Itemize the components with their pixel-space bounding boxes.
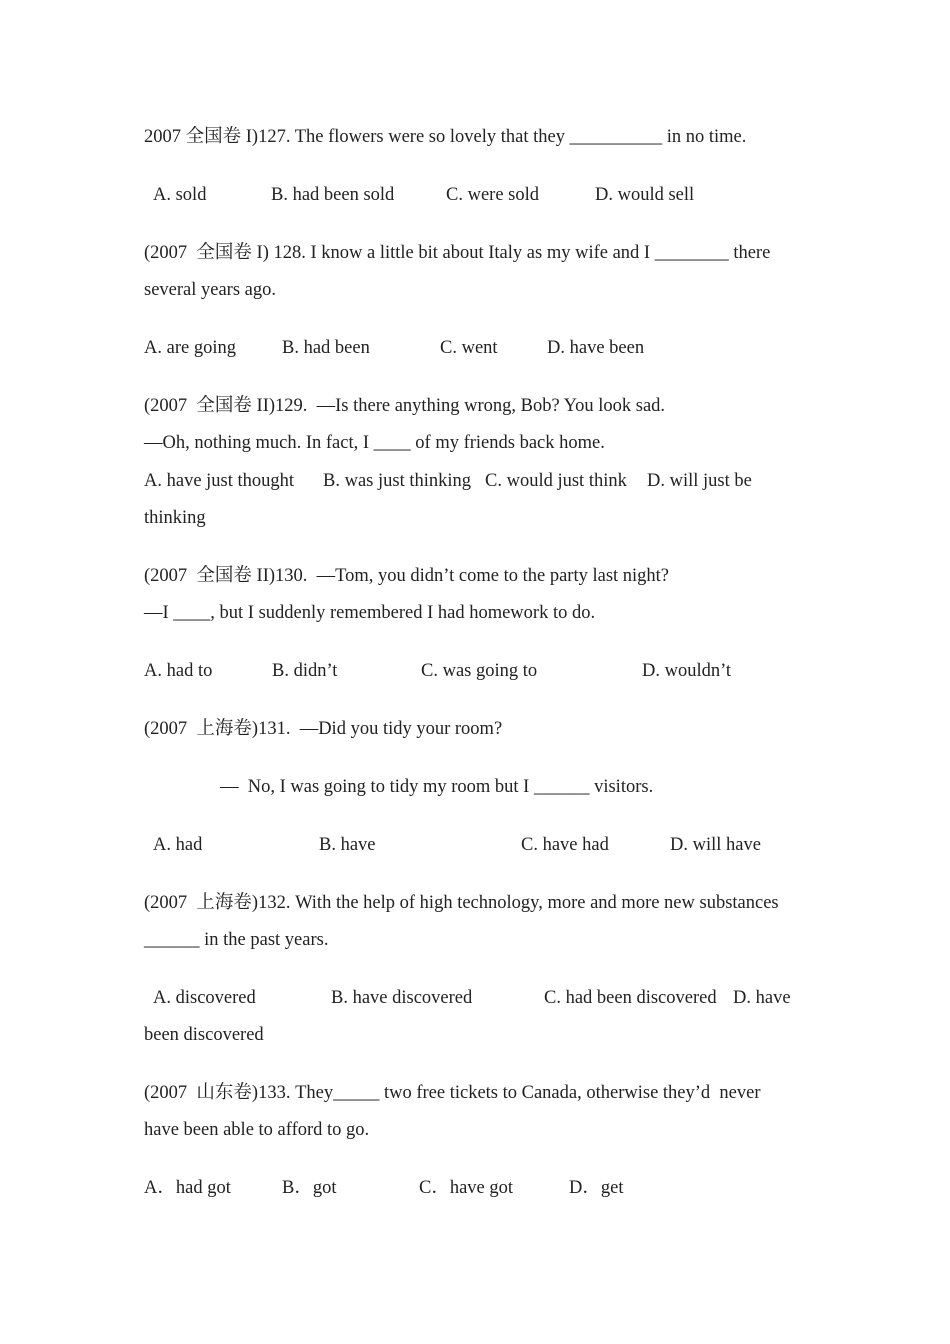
question-128-option-a: A. are going xyxy=(144,338,236,358)
question-132-stem-line2: ______ in the past years. xyxy=(144,930,329,950)
question-130-option-a: A. had to xyxy=(144,661,213,681)
question-130-option-b: B. didn’t xyxy=(272,661,338,681)
question-133-option-a: A．had got xyxy=(144,1178,231,1198)
question-131-option-b: B. have xyxy=(319,835,376,855)
question-133-stem-line1: (2007 山东卷)133. They_____ two free tickets to Canada, otherwise they’d never xyxy=(144,1083,761,1103)
question-132-stem-line1: (2007 上海卷)132. With the help of high technology, more and more new substances xyxy=(144,893,779,913)
question-129-stem-line1: (2007 全国卷 II)129. —Is there anything wrong, Bob? You look sad. xyxy=(144,396,666,416)
question-130-option-d: D. wouldn’t xyxy=(642,661,732,681)
question-133-option-c: C．have got xyxy=(419,1178,514,1198)
question-129-option-a: A. have just thought xyxy=(144,471,295,491)
question-131-option-d: D. will have xyxy=(670,835,761,855)
question-128-stem-line1: (2007 全国卷 I) 128. I know a little bit about Italy as my wife and I ________ there xyxy=(144,243,771,263)
question-130-stem-line1: (2007 全国卷 II)130. —Tom, you didn’t come to the party last night? xyxy=(144,566,670,586)
question-127-option-c: C. were sold xyxy=(446,185,539,205)
question-129-option-d: D. will just be xyxy=(647,471,752,491)
question-131-stem-line1: (2007 上海卷)131. —Did you tidy your room? xyxy=(144,719,503,739)
question-127-option-b: B. had been sold xyxy=(271,185,395,205)
question-129-stem-line2: —Oh, nothing much. In fact, I ____ of my friends back home. xyxy=(144,433,605,453)
question-131-option-a: A. had xyxy=(153,835,203,855)
question-127-stem: 2007 全国卷 I)127. The flowers were so lovely that they __________ in no time. xyxy=(144,127,747,147)
question-132-option-a: A. discovered xyxy=(153,988,256,1008)
question-132-option-d: D. have xyxy=(733,988,791,1008)
question-131-option-c: C. have had xyxy=(521,835,609,855)
question-128-option-b: B. had been xyxy=(282,338,370,358)
question-132-option-c: C. had been discovered xyxy=(544,988,717,1008)
question-127-option-d: D. would sell xyxy=(595,185,695,205)
question-129-option-c: C. would just think xyxy=(485,471,627,491)
question-133-option-b: B．got xyxy=(282,1178,337,1198)
question-132-option-d-continued: been discovered xyxy=(144,1025,264,1045)
question-128-option-d: D. have been xyxy=(547,338,645,358)
question-129-option-b: B. was just thinking xyxy=(323,471,472,491)
question-129-option-d-continued: thinking xyxy=(144,508,206,528)
question-128-stem-line2: several years ago. xyxy=(144,280,277,300)
question-133-stem-line2: have been able to afford to go. xyxy=(144,1120,370,1140)
question-132-option-b: B. have discovered xyxy=(331,988,473,1008)
question-130-option-c: C. was going to xyxy=(421,661,538,681)
question-130-stem-line2: —I ____, but I suddenly remembered I had homework to do. xyxy=(144,603,596,623)
question-133-option-d: D．get xyxy=(569,1178,624,1198)
question-128-option-c: C. went xyxy=(440,338,498,358)
question-127-option-a: A. sold xyxy=(153,185,207,205)
question-131-stem-line2: — No, I was going to tidy my room but I ______ visitors. xyxy=(220,777,654,797)
